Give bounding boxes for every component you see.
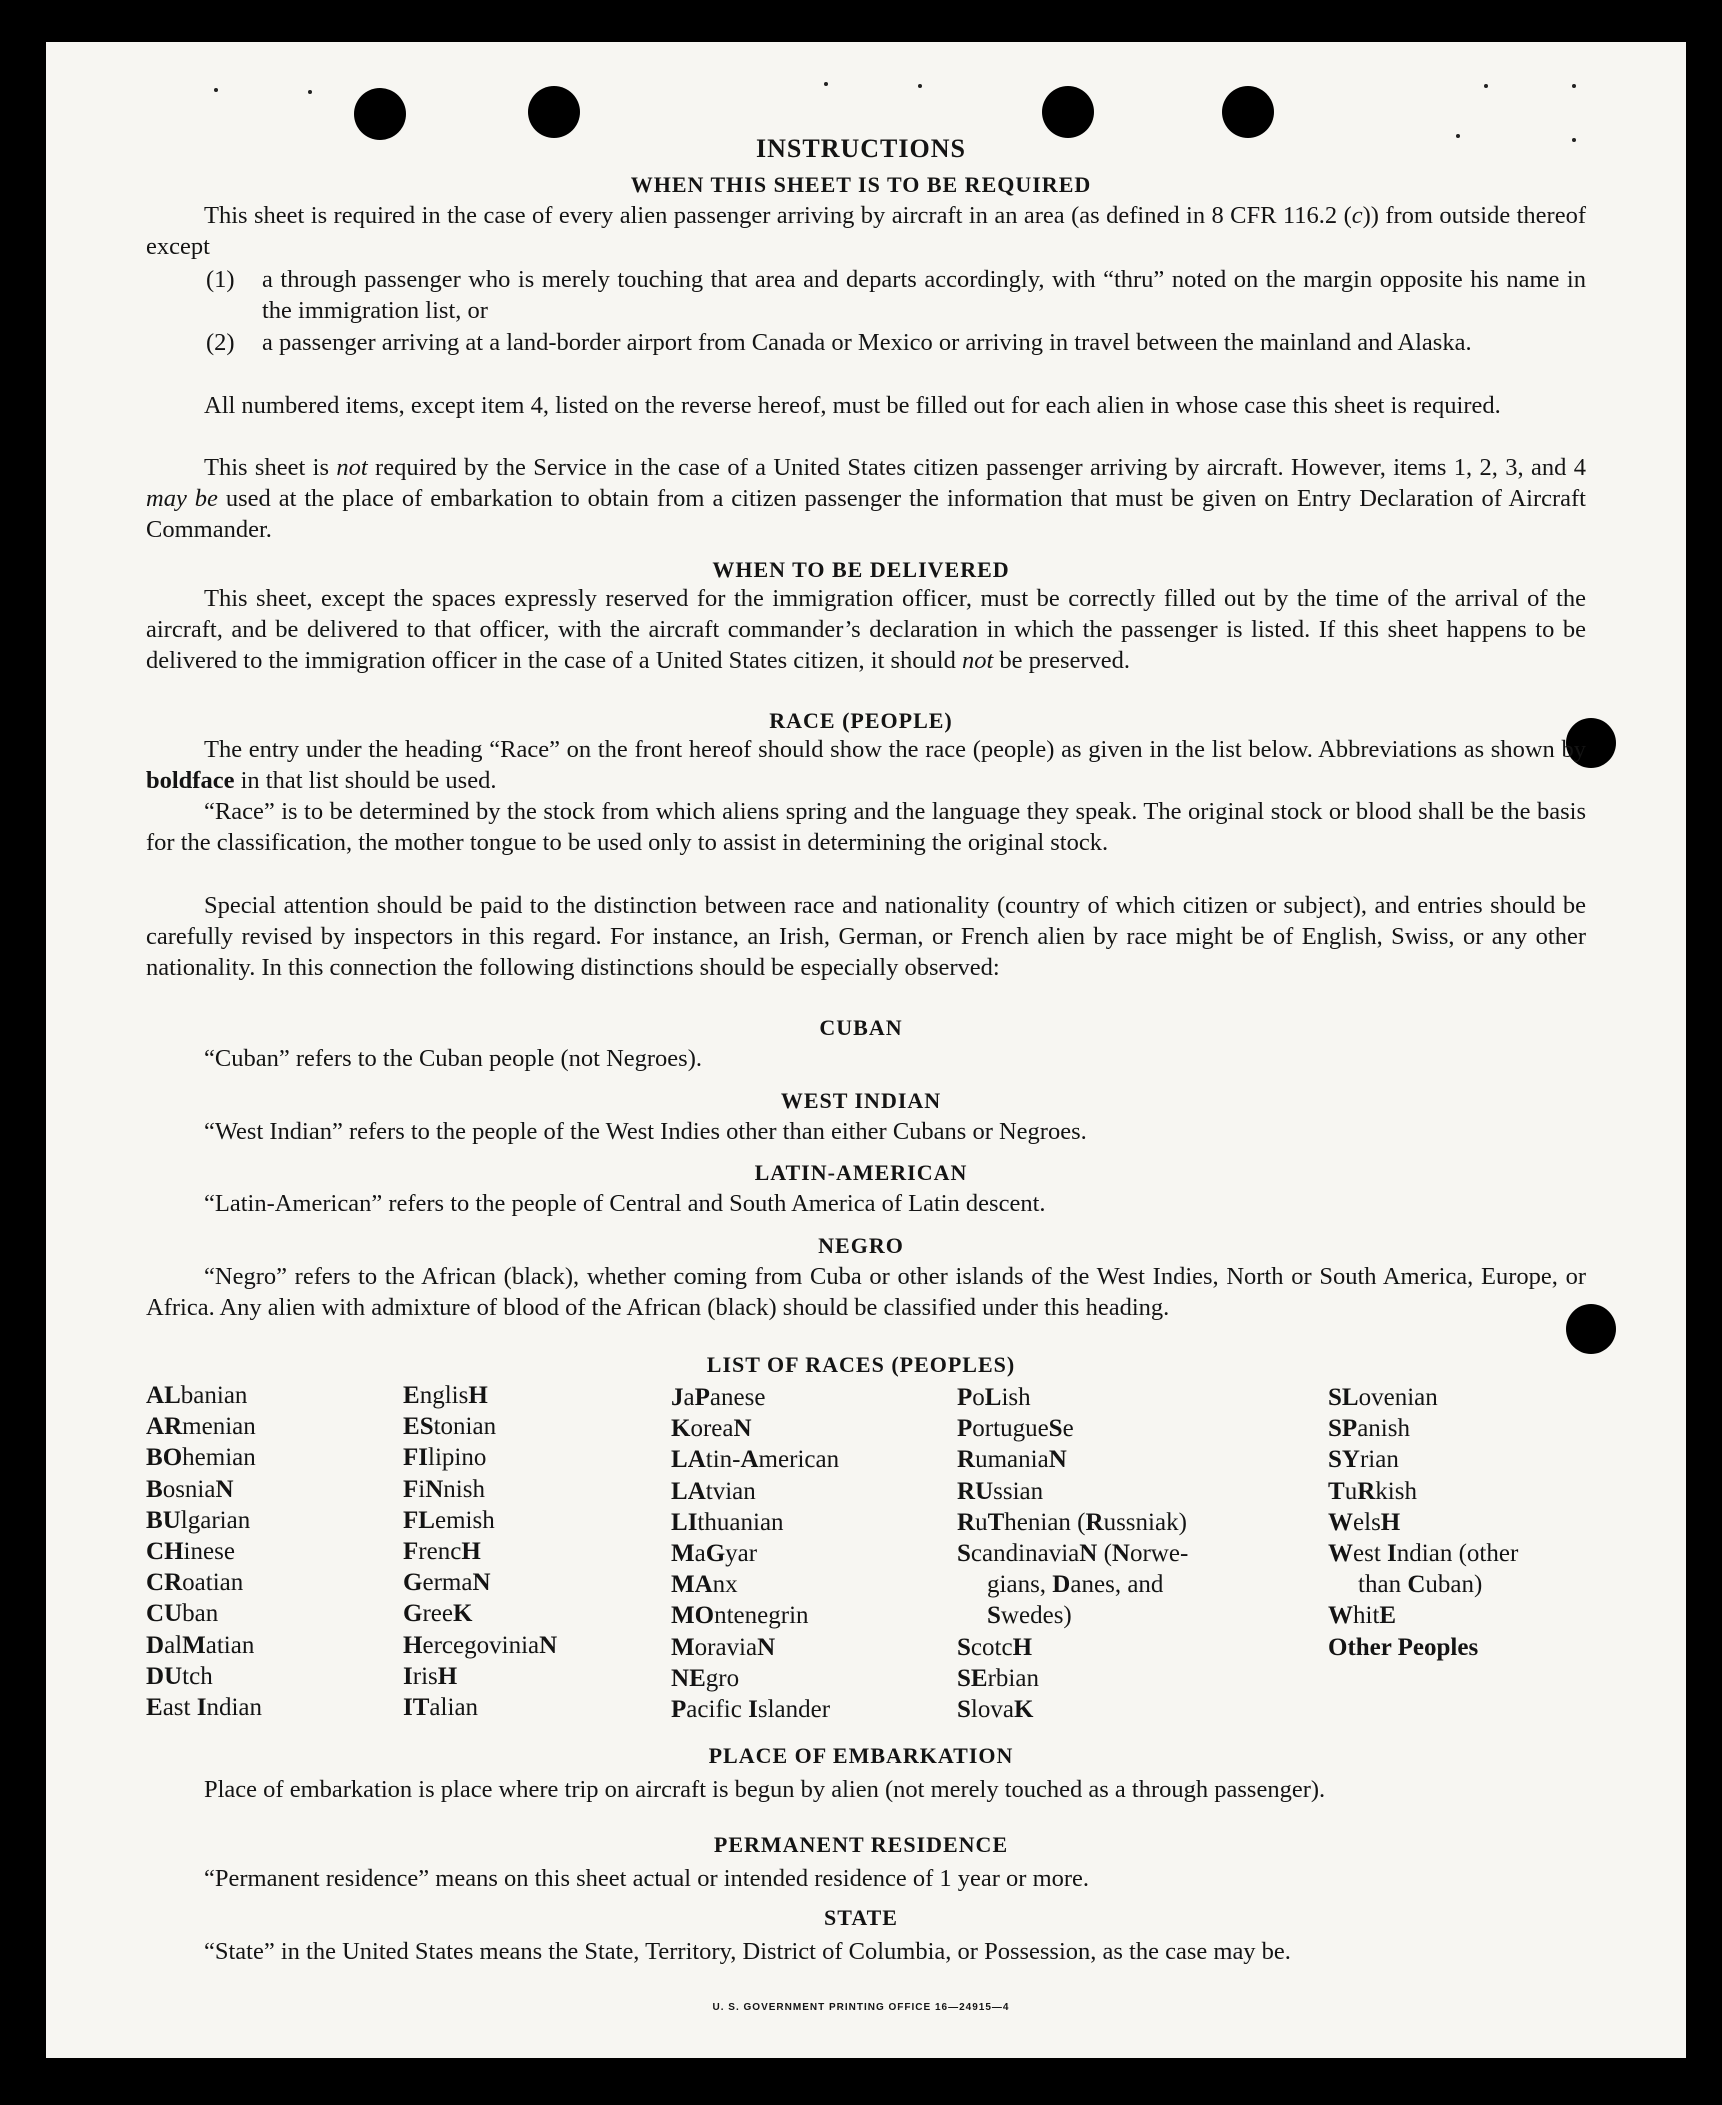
exception-item-2: (2) a passenger arriving at a land-border airport from Canada or Mexico or arriving in travel between the mainland and Alaska. [206, 329, 1472, 356]
race-entry: BUlgarian [146, 1506, 251, 1534]
punch-hole [354, 88, 406, 140]
section-heading-cuban: CUBAN [819, 1015, 903, 1040]
race-entry: TuRkish [1328, 1477, 1417, 1505]
race-entry: Pacific Islander [671, 1696, 831, 1724]
race-entry: FLemish [403, 1506, 495, 1534]
race-entry: ALbanian [146, 1382, 248, 1409]
punch-hole [528, 86, 580, 138]
race-entry: LIthuanian [671, 1508, 784, 1536]
race-entry: JaPanese [671, 1384, 766, 1411]
race-entry: BOhemian [146, 1444, 256, 1472]
state-paragraph: “State” in the United States means the State, Territory, District of Columbia, or Possession, as the case may be. [204, 1938, 1291, 1965]
residence-paragraph: “Permanent residence” means on this sheet actual or intended residence of 1 year or more. [204, 1865, 1090, 1892]
race-entry: FiNnish [403, 1475, 485, 1503]
race-entry-continued: Swedes) [987, 1602, 1072, 1630]
race-entry: KoreaN [671, 1415, 752, 1443]
speck [1484, 84, 1488, 88]
exception-item-1: (1) a through passenger who is merely touching that area and departs accordingly, with “thru” noted on the margin opposite his name in the immigration list, or [206, 266, 1586, 324]
required-paragraph-2: All numbered items, except item 4, listed on the reverse hereof, must be filled out for each alien in whose case this sheet is required. [204, 392, 1501, 419]
race-entry: SPanish [1328, 1415, 1410, 1443]
printer-imprint: U. S. GOVERNMENT PRINTING OFFICE 16—24915—4 [712, 2002, 1010, 2013]
race-entry: ScotcH [957, 1633, 1033, 1661]
race-entry: SlovaK [957, 1696, 1034, 1724]
race-entry: CRoatian [146, 1569, 244, 1597]
race-entry: East Indian [146, 1694, 263, 1722]
section-heading-west-indian: WEST INDIAN [780, 1088, 942, 1113]
speck [824, 82, 828, 86]
race-entry: ARmenian [146, 1413, 256, 1441]
race-entry: WelsH [1328, 1508, 1401, 1536]
race-entry: LAtvian [671, 1477, 756, 1505]
race-entry: CHinese [146, 1538, 235, 1566]
race-entry: MoraviaN [671, 1633, 776, 1661]
race-entry: EStonian [403, 1413, 497, 1441]
section-heading-residence: PERMANENT RESIDENCE [713, 1832, 1009, 1857]
race-entry: SLovenian [1328, 1384, 1438, 1411]
races-column-1 [146, 1380, 262, 1723]
document-title: INSTRUCTIONS [756, 134, 966, 163]
race-entry: NEgro [671, 1664, 740, 1692]
race-paragraph-1: The entry under the heading “Race” on the front hereof should show the race (people) as given in the list below. Abbreviations as shown by boldface in that list should be used. [146, 736, 1586, 794]
negro-paragraph: “Negro” refers to the African (black), whether coming from Cuba or other islands of the West Indies, North or South America, Europe, or Africa. Any alien with admixture of blood of the African (black) should be classified under this heading. [146, 1263, 1586, 1321]
race-entry: Other Peoples [1328, 1633, 1479, 1661]
race-paragraph-3: Special attention should be paid to the distinction between race and nationality (country of which citizen or subject), and entries should be carefully revised by inspectors in this regard. For instance, an Irish, German, or French alien by race might be of English, Swiss, or any other nationality. In this connection the following distinctions should be especially observed: [146, 892, 1586, 981]
race-entry: PortugueSe [957, 1415, 1074, 1443]
race-entry: CUban [146, 1600, 219, 1628]
section-heading-delivered: WHEN TO BE DELIVERED [712, 557, 1010, 582]
races-column-4 [957, 1382, 1188, 1725]
section-heading-negro: NEGRO [818, 1233, 904, 1258]
race-entry: DalMatian [146, 1631, 255, 1659]
race-entry: EnglisH [403, 1382, 488, 1409]
race-entry: ITalian [403, 1694, 479, 1722]
race-entry: GermaN [403, 1569, 491, 1597]
race-entry: SErbian [957, 1664, 1039, 1692]
race-entry: IrisH [403, 1662, 458, 1690]
race-entry: PoLish [957, 1384, 1031, 1411]
cuban-paragraph: “Cuban” refers to the Cuban people (not Negroes). [204, 1045, 702, 1072]
race-entry: RumaniaN [957, 1446, 1067, 1474]
latin-american-paragraph: “Latin-American” refers to the people of Central and South America of Latin descent. [204, 1190, 1046, 1217]
race-entry: WhitE [1328, 1602, 1397, 1630]
race-entry: GreeK [403, 1600, 473, 1628]
required-paragraph-3: This sheet is not required by the Service in the case of a United States citizen passenger arriving by aircraft. However, items 1, 2, 3, and 4 may be used at the place of embarkation to obtain from a citizen passenger the information that must be given on Entry Declaration of Aircraft Commander. [146, 454, 1587, 543]
delivered-paragraph: This sheet, except the spaces expressly reserved for the immigration officer, must be correctly filled out by the time of the arrival of the aircraft, and be delivered to that officer, with the aircraft commander’s declaration in which the passenger is listed. If this sheet happens to be delivered to the immigration officer in the case of a United States citizen, it should not be preserved. [146, 585, 1586, 674]
race-entry: RUssian [957, 1477, 1044, 1505]
race-entry: ScandinaviaN (Norwe- [957, 1540, 1189, 1568]
race-entry: HercegoviniaN [403, 1631, 558, 1659]
speck [214, 88, 218, 92]
required-intro: This sheet is required in the case of every alien passenger arriving by aircraft in an area (as defined in 8 CFR 116.2 (c)) from outside thereof except [146, 202, 1586, 260]
races-column-2 [403, 1380, 557, 1723]
races-column-3 [671, 1382, 839, 1725]
speck [918, 84, 922, 88]
race-entry-continued: gians, Danes, and [987, 1571, 1164, 1599]
race-entry: LAtin-American [671, 1446, 840, 1474]
race-entry: MaGyar [671, 1540, 758, 1568]
race-entry: MOntenegrin [671, 1602, 809, 1630]
section-heading-required: WHEN THIS SHEET IS TO BE REQUIRED [630, 172, 1092, 197]
section-heading-embarkation: PLACE OF EMBARKATION [708, 1743, 1014, 1768]
section-heading-state: STATE [824, 1905, 898, 1930]
races-column-5 [1328, 1382, 1518, 1663]
west-indian-paragraph: “West Indian” refers to the people of the West Indies other than either Cubans or Negroes. [204, 1118, 1087, 1145]
punch-hole [1042, 86, 1094, 138]
race-entry: MAnx [671, 1571, 738, 1599]
race-entry: DUtch [146, 1662, 213, 1690]
punch-hole [1222, 86, 1274, 138]
speck [1572, 84, 1576, 88]
embarkation-paragraph: Place of embarkation is place where trip on aircraft is begun by alien (not merely touched as a through passenger). [204, 1776, 1326, 1803]
race-entry-continued: than Cuban) [1358, 1571, 1483, 1599]
race-paragraph-2: “Race” is to be determined by the stock from which aliens spring and the language they speak. The original stock or blood shall be the basis for the classification, the mother tongue to be used only to assist in determining the original stock. [146, 798, 1586, 856]
race-entry: West Indian (other [1328, 1540, 1519, 1568]
race-entry: FIlipino [403, 1444, 487, 1472]
race-entry: RuThenian (Russniak) [957, 1508, 1187, 1536]
race-entry: BosniaN [146, 1475, 234, 1503]
section-heading-latin-american: LATIN-AMERICAN [754, 1160, 968, 1185]
section-heading-races-list: LIST OF RACES (PEOPLES) [706, 1352, 1016, 1377]
section-heading-race: RACE (PEOPLE) [769, 708, 953, 733]
race-entry: FrencH [403, 1538, 481, 1566]
race-entry: SYrian [1328, 1446, 1399, 1474]
speck [308, 90, 312, 94]
